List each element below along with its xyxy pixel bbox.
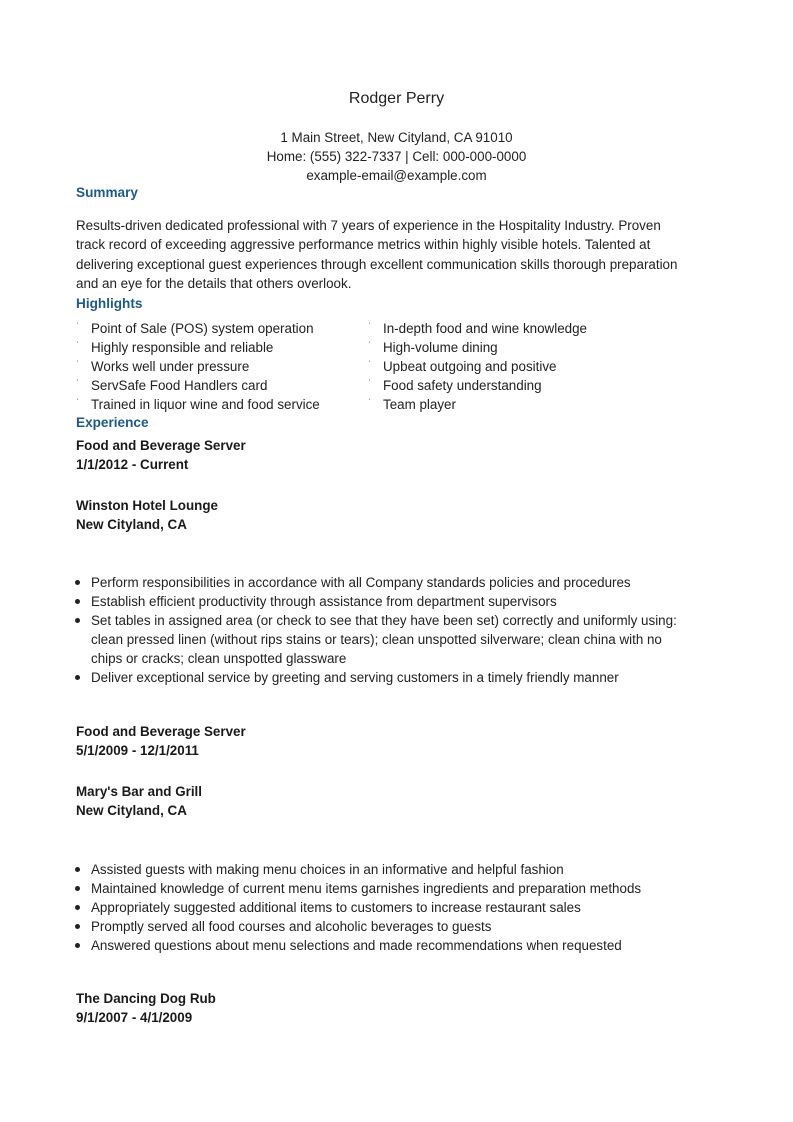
bullet-tick-icon: ˈ bbox=[368, 397, 371, 407]
summary-line: Results-driven dedicated professional with 7 years of experience in the Hospitality Industry. Proven bbox=[76, 218, 661, 233]
job-duty: Deliver exceptional service by greeting and serving customers in a timely friendly manner bbox=[91, 670, 619, 685]
job-dates: 5/1/2009 - 12/1/2011 bbox=[76, 743, 199, 758]
bullet-dot-icon bbox=[75, 618, 80, 623]
highlight-item: Highly responsible and reliable bbox=[91, 340, 274, 355]
job-title: Food and Beverage Server bbox=[76, 724, 246, 739]
job-duty: Set tables in assigned area (or check to see that they have been set) correctly and uniformly using: bbox=[91, 613, 677, 628]
job-company: Mary's Bar and Grill bbox=[76, 784, 202, 799]
bullet-tick-icon: ˈ bbox=[76, 359, 79, 369]
bullet-tick-icon: ˈ bbox=[368, 378, 371, 388]
bullet-tick-icon: ˈ bbox=[368, 359, 371, 369]
job-duty: Maintained knowledge of current menu items garnishes ingredients and preparation methods bbox=[91, 881, 642, 896]
bullet-tick-icon: ˈ bbox=[76, 397, 79, 407]
email-line: example-email@example.com bbox=[306, 168, 487, 183]
job-duty-continued: clean pressed linen (without rips stains or tears); clean unspotted silverware; clean china with no bbox=[91, 632, 662, 647]
job-duty: Perform responsibilities in accordance with all Company standards policies and procedures bbox=[91, 575, 631, 590]
job-duty: Promptly served all food courses and alcoholic beverages to guests bbox=[91, 919, 492, 934]
job-title: Food and Beverage Server bbox=[76, 438, 246, 453]
bullet-dot-icon bbox=[75, 599, 80, 604]
phone-line: Home: (555) 322-7337 | Cell: 000-000-0000 bbox=[266, 149, 527, 164]
bullet-tick-icon: ˈ bbox=[76, 378, 79, 388]
highlight-item: Upbeat outgoing and positive bbox=[383, 359, 557, 374]
job-duty: Answered questions about menu selections and made recommendations when requested bbox=[91, 938, 622, 953]
job-dates: 9/1/2007 - 4/1/2009 bbox=[76, 1010, 193, 1025]
job-company: Winston Hotel Lounge bbox=[76, 498, 218, 513]
address-line: 1 Main Street, New Cityland, CA 91010 bbox=[280, 130, 513, 145]
highlight-item: High-volume dining bbox=[383, 340, 498, 355]
highlight-item: Trained in liquor wine and food service bbox=[91, 397, 320, 412]
job-duty: Assisted guests with making menu choices in an informative and helpful fashion bbox=[91, 862, 564, 877]
summary-heading: Summary bbox=[76, 185, 138, 200]
job-location: New Cityland, CA bbox=[76, 517, 187, 532]
job-duty-continued: chips or cracks; clean unspotted glassware bbox=[91, 651, 347, 666]
summary-line: and an eye for the details that others overlook. bbox=[76, 276, 352, 291]
bullet-dot-icon bbox=[75, 580, 80, 585]
job-title: The Dancing Dog Rub bbox=[76, 991, 216, 1006]
job-dates: 1/1/2012 - Current bbox=[76, 457, 189, 472]
bullet-tick-icon: ˈ bbox=[76, 321, 79, 331]
highlight-item: ServSafe Food Handlers card bbox=[91, 378, 268, 393]
bullet-tick-icon: ˈ bbox=[76, 340, 79, 350]
bullet-dot-icon bbox=[75, 675, 80, 680]
applicant-name: Rodger Perry bbox=[348, 90, 445, 107]
job-location: New Cityland, CA bbox=[76, 803, 187, 818]
job-duty: Appropriately suggested additional items to customers to increase restaurant sales bbox=[91, 900, 581, 915]
summary-line: delivering exceptional guest experiences through excellent communication skills thorough preparation bbox=[76, 257, 678, 272]
highlight-item: Food safety understanding bbox=[383, 378, 542, 393]
highlight-item: Team player bbox=[383, 397, 456, 412]
highlight-item: Works well under pressure bbox=[91, 359, 250, 374]
bullet-dot-icon bbox=[75, 867, 80, 872]
job-duty: Establish efficient productivity through assistance from department supervisors bbox=[91, 594, 557, 609]
highlight-item: Point of Sale (POS) system operation bbox=[91, 321, 314, 336]
highlights-heading: Highlights bbox=[76, 296, 143, 311]
highlight-item: In-depth food and wine knowledge bbox=[383, 321, 587, 336]
experience-heading: Experience bbox=[76, 415, 149, 430]
summary-line: track record of exceeding aggressive performance metrics within highly visible hotels. Talented at bbox=[76, 237, 651, 252]
bullet-dot-icon bbox=[75, 886, 80, 891]
bullet-dot-icon bbox=[75, 905, 80, 910]
bullet-dot-icon bbox=[75, 924, 80, 929]
bullet-tick-icon: ˈ bbox=[368, 321, 371, 331]
bullet-tick-icon: ˈ bbox=[368, 340, 371, 350]
bullet-dot-icon bbox=[75, 943, 80, 948]
